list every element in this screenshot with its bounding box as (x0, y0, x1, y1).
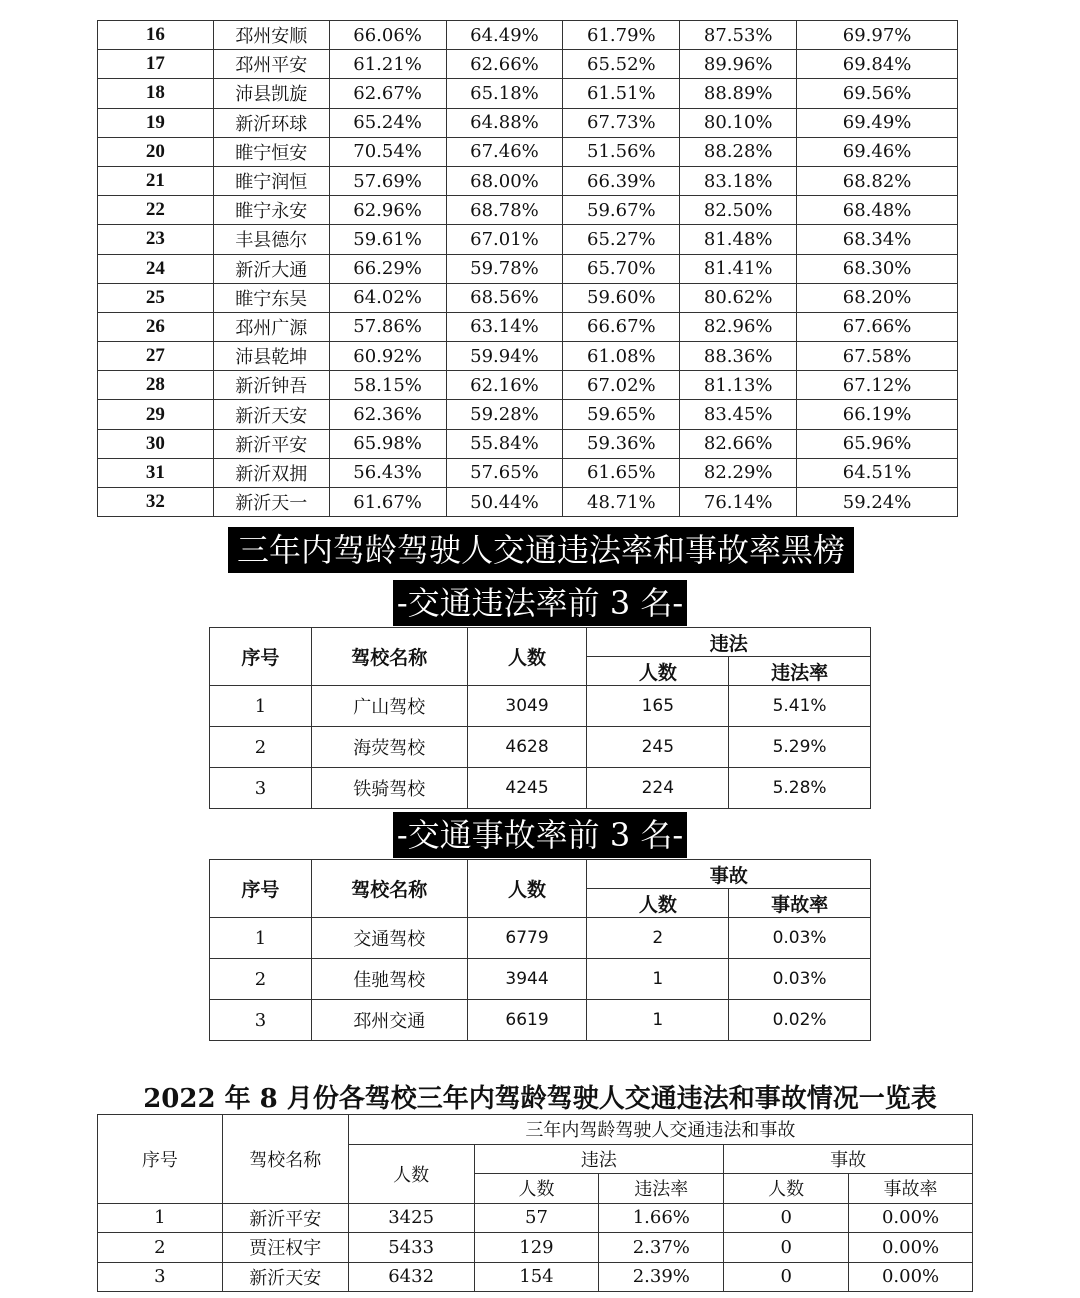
summary-table (97, 1114, 973, 1292)
violation-top3-table (209, 627, 871, 809)
rank-cell: 24 (98, 254, 214, 283)
score-cell: 48.71% (563, 488, 680, 517)
school-name-cell: 邳州交通 (311, 1000, 467, 1041)
table-row (98, 50, 958, 79)
score-cell: 68.56% (446, 283, 563, 312)
score-cell: 64.88% (446, 108, 563, 137)
total-score-cell: 67.66% (797, 312, 958, 341)
count-cell: 3049 (467, 686, 587, 727)
total-score-cell: 69.97% (797, 21, 958, 50)
total-score-cell: 69.46% (797, 137, 958, 166)
seq-cell: 3 (98, 1262, 223, 1292)
rank-cell: 31 (98, 458, 214, 487)
summary-title: 2022 年 8 月份各驾校三年内驾龄驾驶人交通违法和事故情况一览表 (143, 1084, 937, 1114)
score-cell: 61.51% (563, 79, 680, 108)
score-cell: 64.02% (329, 283, 446, 312)
score-cell: 56.43% (329, 458, 446, 487)
count-cell: 6619 (467, 1000, 587, 1041)
school-name-cell: 睢宁润恒 (213, 166, 329, 195)
header-violation: 违法 (474, 1144, 724, 1174)
header-count: 人数 (467, 860, 587, 918)
score-cell: 68.78% (446, 196, 563, 225)
total-score-cell: 68.30% (797, 254, 958, 283)
seq-cell: 3 (210, 768, 312, 809)
rank-cell: 17 (98, 50, 214, 79)
header-accident-count: 人数 (724, 1174, 849, 1204)
score-cell: 59.61% (329, 225, 446, 254)
score-cell: 67.01% (446, 225, 563, 254)
header-accident-group: 事故 (587, 860, 871, 889)
table-row (98, 371, 958, 400)
score-cell: 63.14% (446, 312, 563, 341)
score-cell: 62.66% (446, 50, 563, 79)
violation-top3-body (210, 686, 871, 809)
table-row (210, 686, 871, 727)
score-cell: 70.54% (329, 137, 446, 166)
score-cell: 67.46% (446, 137, 563, 166)
score-cell: 60.92% (329, 342, 446, 371)
score-cell: 68.00% (446, 166, 563, 195)
header-school: 驾校名称 (311, 628, 467, 686)
accident-rate-cell: 0.02% (729, 1000, 871, 1041)
score-cell: 82.66% (680, 429, 797, 458)
score-cell: 81.41% (680, 254, 797, 283)
table-row (98, 21, 958, 50)
school-name-cell: 交通驾校 (311, 918, 467, 959)
score-cell: 57.69% (329, 166, 446, 195)
count-cell: 4245 (467, 768, 587, 809)
seq-cell: 3 (210, 1000, 312, 1041)
total-score-cell: 69.49% (797, 108, 958, 137)
score-cell: 65.24% (329, 108, 446, 137)
score-cell: 88.28% (680, 137, 797, 166)
header-count: 人数 (348, 1144, 474, 1203)
score-cell: 65.27% (563, 225, 680, 254)
header-accident-count: 人数 (587, 889, 729, 918)
table-row (98, 283, 958, 312)
table-row (98, 166, 958, 195)
violation-rate-cell: 5.28% (729, 768, 871, 809)
score-cell: 65.52% (563, 50, 680, 79)
total-score-cell: 69.56% (797, 79, 958, 108)
rank-cell: 27 (98, 342, 214, 371)
table-row (98, 254, 958, 283)
accident-count-cell: 2 (587, 918, 729, 959)
total-score-cell: 65.96% (797, 429, 958, 458)
accident-count-cell: 1 (587, 959, 729, 1000)
table-row (98, 400, 958, 429)
score-cell: 66.06% (329, 21, 446, 50)
count-cell: 4628 (467, 727, 587, 768)
school-name-cell: 新沂双拥 (213, 458, 329, 487)
rank-cell: 23 (98, 225, 214, 254)
total-score-cell: 69.84% (797, 50, 958, 79)
violation-count-cell: 224 (587, 768, 729, 809)
school-name-cell: 睢宁永安 (213, 196, 329, 225)
header-violation-count: 人数 (587, 657, 729, 686)
total-score-cell: 64.51% (797, 458, 958, 487)
score-cell: 59.60% (563, 283, 680, 312)
ranking-table-body (98, 21, 958, 517)
school-name-cell: 新沂大通 (213, 254, 329, 283)
score-cell: 50.44% (446, 488, 563, 517)
total-score-cell: 59.24% (797, 488, 958, 517)
rank-cell: 22 (98, 196, 214, 225)
score-cell: 61.08% (563, 342, 680, 371)
accident-rate-cell: 0.00% (849, 1233, 973, 1263)
score-cell: 62.67% (329, 79, 446, 108)
total-score-cell: 68.82% (797, 166, 958, 195)
rank-cell: 30 (98, 429, 214, 458)
table-row (210, 959, 871, 1000)
header-school: 驾校名称 (311, 860, 467, 918)
accident-count-cell: 0 (724, 1233, 849, 1263)
accident-rate-cell: 0.00% (849, 1203, 973, 1233)
accident-count-cell: 1 (587, 1000, 729, 1041)
total-score-cell: 68.34% (797, 225, 958, 254)
score-cell: 57.86% (329, 312, 446, 341)
score-cell: 88.89% (680, 79, 797, 108)
header-seq: 序号 (210, 628, 312, 686)
header-violation-group: 违法 (587, 628, 871, 657)
count-cell: 6779 (467, 918, 587, 959)
score-cell: 57.65% (446, 458, 563, 487)
score-cell: 59.67% (563, 196, 680, 225)
score-cell: 62.36% (329, 400, 446, 429)
blacklist-title: 三年内驾龄驾驶人交通违法率和事故率黑榜 (228, 527, 854, 573)
header-seq: 序号 (210, 860, 312, 918)
table-row (98, 196, 958, 225)
table-row (98, 108, 958, 137)
school-name-cell: 睢宁恒安 (213, 137, 329, 166)
violation-rate-cell: 1.66% (599, 1203, 724, 1233)
table-row (210, 768, 871, 809)
count-cell: 3944 (467, 959, 587, 1000)
score-cell: 61.65% (563, 458, 680, 487)
table-row (98, 312, 958, 341)
score-cell: 80.62% (680, 283, 797, 312)
school-name-cell: 邳州平安 (213, 50, 329, 79)
school-name-cell: 佳驰驾校 (311, 959, 467, 1000)
rank-cell: 16 (98, 21, 214, 50)
header-violation-rate: 违法率 (599, 1174, 724, 1204)
score-cell: 83.45% (680, 400, 797, 429)
score-cell: 65.98% (329, 429, 446, 458)
accident-count-cell: 0 (724, 1203, 849, 1233)
accident-top3-title: -交通事故率前 3 名- (393, 812, 687, 858)
rank-cell: 18 (98, 79, 214, 108)
rank-cell: 21 (98, 166, 214, 195)
table-row (98, 1203, 973, 1233)
score-cell: 64.49% (446, 21, 563, 50)
table-row (98, 1262, 973, 1292)
violation-rate-cell: 2.37% (599, 1233, 724, 1263)
violation-count-cell: 245 (587, 727, 729, 768)
total-score-cell: 67.12% (797, 371, 958, 400)
school-name-cell: 邳州安顺 (213, 21, 329, 50)
rank-cell: 19 (98, 108, 214, 137)
score-cell: 67.02% (563, 371, 680, 400)
rank-cell: 25 (98, 283, 214, 312)
table-row (98, 458, 958, 487)
school-name-cell: 新沂天安 (222, 1262, 348, 1292)
violation-rate-cell: 5.29% (729, 727, 871, 768)
header-school: 驾校名称 (222, 1115, 348, 1204)
table-row (98, 429, 958, 458)
ranking-table (97, 20, 958, 517)
count-cell: 6432 (348, 1262, 474, 1292)
table-row (210, 918, 871, 959)
table-row (98, 342, 958, 371)
rank-cell: 28 (98, 371, 214, 400)
school-name-cell: 丰县德尔 (213, 225, 329, 254)
score-cell: 58.15% (329, 371, 446, 400)
score-cell: 62.16% (446, 371, 563, 400)
seq-cell: 2 (210, 727, 312, 768)
score-cell: 88.36% (680, 342, 797, 371)
count-cell: 5433 (348, 1233, 474, 1263)
school-name-cell: 海荧驾校 (311, 727, 467, 768)
score-cell: 82.50% (680, 196, 797, 225)
school-name-cell: 新沂平安 (213, 429, 329, 458)
school-name-cell: 广山驾校 (311, 686, 467, 727)
score-cell: 55.84% (446, 429, 563, 458)
table-row (98, 225, 958, 254)
score-cell: 59.36% (563, 429, 680, 458)
score-cell: 67.73% (563, 108, 680, 137)
header-accident: 事故 (724, 1144, 973, 1174)
violation-rate-cell: 5.41% (729, 686, 871, 727)
score-cell: 66.29% (329, 254, 446, 283)
count-cell: 3425 (348, 1203, 474, 1233)
header-count: 人数 (467, 628, 587, 686)
header-seq: 序号 (98, 1115, 223, 1204)
rank-cell: 20 (98, 137, 214, 166)
accident-rate-cell: 0.00% (849, 1262, 973, 1292)
summary-table-body (98, 1203, 973, 1292)
score-cell: 51.56% (563, 137, 680, 166)
score-cell: 83.18% (680, 166, 797, 195)
score-cell: 66.67% (563, 312, 680, 341)
school-name-cell: 贾汪权宇 (222, 1233, 348, 1263)
violation-top3-title: -交通违法率前 3 名- (393, 580, 687, 626)
table-row (210, 727, 871, 768)
score-cell: 59.94% (446, 342, 563, 371)
school-name-cell: 新沂平安 (222, 1203, 348, 1233)
header-violation-count: 人数 (474, 1174, 599, 1204)
score-cell: 61.79% (563, 21, 680, 50)
school-name-cell: 新沂钟吾 (213, 371, 329, 400)
score-cell: 61.67% (329, 488, 446, 517)
header-violation-rate: 违法率 (729, 657, 871, 686)
accident-rate-cell: 0.03% (729, 959, 871, 1000)
school-name-cell: 睢宁东吴 (213, 283, 329, 312)
score-cell: 81.48% (680, 225, 797, 254)
table-row (210, 1000, 871, 1041)
school-name-cell: 新沂天安 (213, 400, 329, 429)
accident-rate-cell: 0.03% (729, 918, 871, 959)
score-cell: 81.13% (680, 371, 797, 400)
table-row (98, 79, 958, 108)
header-accident-rate: 事故率 (849, 1174, 973, 1204)
header-group: 三年内驾龄驾驶人交通违法和事故 (348, 1115, 972, 1145)
table-row (98, 488, 958, 517)
score-cell: 61.21% (329, 50, 446, 79)
header-accident-rate: 事故率 (729, 889, 871, 918)
total-score-cell: 68.48% (797, 196, 958, 225)
total-score-cell: 67.58% (797, 342, 958, 371)
accident-top3-table (209, 859, 871, 1041)
violation-count-cell: 57 (474, 1203, 599, 1233)
score-cell: 76.14% (680, 488, 797, 517)
score-cell: 59.78% (446, 254, 563, 283)
school-name-cell: 沛县乾坤 (213, 342, 329, 371)
score-cell: 87.53% (680, 21, 797, 50)
school-name-cell: 铁骑驾校 (311, 768, 467, 809)
school-name-cell: 邳州广源 (213, 312, 329, 341)
violation-count-cell: 165 (587, 686, 729, 727)
rank-cell: 26 (98, 312, 214, 341)
school-name-cell: 新沂环球 (213, 108, 329, 137)
score-cell: 89.96% (680, 50, 797, 79)
seq-cell: 1 (210, 918, 312, 959)
accident-top3-body (210, 918, 871, 1041)
seq-cell: 1 (210, 686, 312, 727)
score-cell: 59.28% (446, 400, 563, 429)
table-row (98, 137, 958, 166)
score-cell: 82.96% (680, 312, 797, 341)
accident-count-cell: 0 (724, 1262, 849, 1292)
score-cell: 80.10% (680, 108, 797, 137)
violation-rate-cell: 2.39% (599, 1262, 724, 1292)
seq-cell: 2 (210, 959, 312, 1000)
score-cell: 82.29% (680, 458, 797, 487)
seq-cell: 2 (98, 1233, 223, 1263)
score-cell: 62.96% (329, 196, 446, 225)
violation-count-cell: 154 (474, 1262, 599, 1292)
school-name-cell: 新沂天一 (213, 488, 329, 517)
seq-cell: 1 (98, 1203, 223, 1233)
score-cell: 65.18% (446, 79, 563, 108)
score-cell: 65.70% (563, 254, 680, 283)
total-score-cell: 68.20% (797, 283, 958, 312)
violation-count-cell: 129 (474, 1233, 599, 1263)
score-cell: 59.65% (563, 400, 680, 429)
school-name-cell: 沛县凯旋 (213, 79, 329, 108)
score-cell: 66.39% (563, 166, 680, 195)
table-row (98, 1233, 973, 1263)
rank-cell: 32 (98, 488, 214, 517)
total-score-cell: 66.19% (797, 400, 958, 429)
rank-cell: 29 (98, 400, 214, 429)
